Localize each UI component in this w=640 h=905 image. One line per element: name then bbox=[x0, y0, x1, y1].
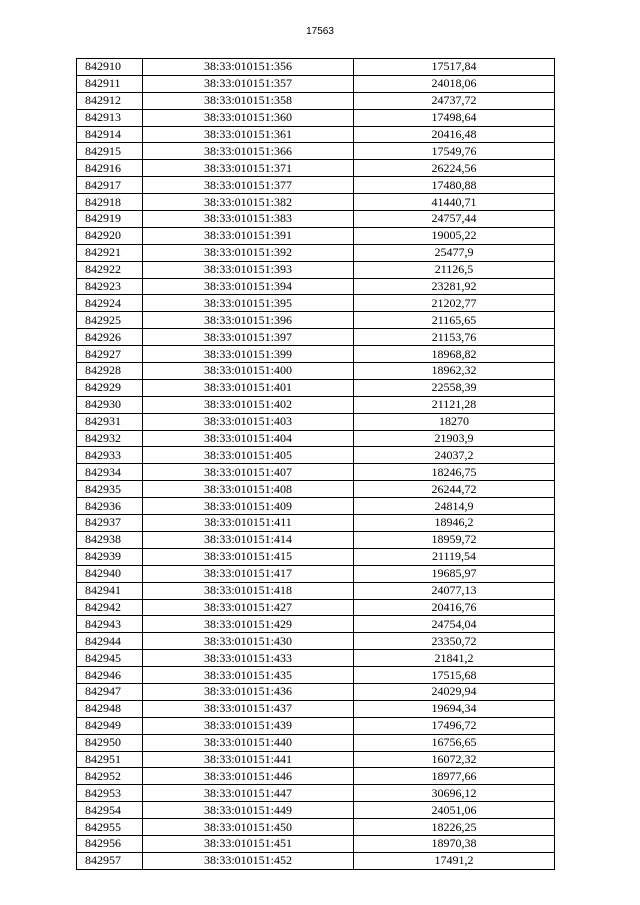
cadastral-number-cell: 38:33:010151:417 bbox=[143, 565, 354, 582]
row-number-cell: 842918 bbox=[77, 194, 143, 211]
table-row bbox=[77, 346, 555, 363]
row-number-cell: 842915 bbox=[77, 143, 143, 160]
row-number-cell: 842935 bbox=[77, 481, 143, 498]
row-number-cell: 842955 bbox=[77, 819, 143, 836]
table-row bbox=[77, 481, 555, 498]
row-number-cell: 842956 bbox=[77, 835, 143, 852]
cadastral-number-cell: 38:33:010151:393 bbox=[143, 261, 354, 278]
row-number-cell: 842926 bbox=[77, 329, 143, 346]
cadastral-number-cell: 38:33:010151:427 bbox=[143, 599, 354, 616]
table-row bbox=[77, 582, 555, 599]
row-number-cell: 842927 bbox=[77, 346, 143, 363]
value-cell: 26224,56 bbox=[354, 160, 555, 177]
table-row bbox=[77, 413, 555, 430]
table-row bbox=[77, 531, 555, 548]
row-number-cell: 842954 bbox=[77, 802, 143, 819]
cadastral-number-cell: 38:33:010151:402 bbox=[143, 396, 354, 413]
value-cell: 21119,54 bbox=[354, 548, 555, 565]
value-cell: 17496,72 bbox=[354, 717, 555, 734]
table-row bbox=[77, 751, 555, 768]
cadastral-number-cell: 38:33:010151:415 bbox=[143, 548, 354, 565]
value-cell: 18959,72 bbox=[354, 531, 555, 548]
table-row bbox=[77, 464, 555, 481]
row-number-cell: 842936 bbox=[77, 498, 143, 515]
table-row bbox=[77, 75, 555, 92]
row-number-cell: 842923 bbox=[77, 278, 143, 295]
row-number-cell: 842932 bbox=[77, 430, 143, 447]
row-number-cell: 842911 bbox=[77, 75, 143, 92]
table-row bbox=[77, 211, 555, 228]
row-number-cell: 842910 bbox=[77, 59, 143, 76]
cadastral-number-cell: 38:33:010151:437 bbox=[143, 700, 354, 717]
value-cell: 20416,76 bbox=[354, 599, 555, 616]
value-cell: 18970,38 bbox=[354, 835, 555, 852]
row-number-cell: 842946 bbox=[77, 667, 143, 684]
row-number-cell: 842919 bbox=[77, 211, 143, 228]
value-cell: 21121,28 bbox=[354, 396, 555, 413]
row-number-cell: 842950 bbox=[77, 734, 143, 751]
table-row bbox=[77, 447, 555, 464]
table-row bbox=[77, 768, 555, 785]
row-number-cell: 842957 bbox=[77, 852, 143, 869]
cadastral-number-cell: 38:33:010151:357 bbox=[143, 75, 354, 92]
value-cell: 19005,22 bbox=[354, 227, 555, 244]
cadastral-number-cell: 38:33:010151:358 bbox=[143, 92, 354, 109]
cadastral-number-cell: 38:33:010151:446 bbox=[143, 768, 354, 785]
value-cell: 16072,32 bbox=[354, 751, 555, 768]
cadastral-number-cell: 38:33:010151:435 bbox=[143, 667, 354, 684]
cadastral-number-cell: 38:33:010151:441 bbox=[143, 751, 354, 768]
value-cell: 17480,88 bbox=[354, 177, 555, 194]
value-cell: 21126,5 bbox=[354, 261, 555, 278]
value-cell: 23350,72 bbox=[354, 633, 555, 650]
value-cell: 22558,39 bbox=[354, 379, 555, 396]
table-row bbox=[77, 633, 555, 650]
value-cell: 20416,48 bbox=[354, 126, 555, 143]
cadastral-number-cell: 38:33:010151:414 bbox=[143, 531, 354, 548]
table-row bbox=[77, 835, 555, 852]
table-row bbox=[77, 59, 555, 76]
table-row bbox=[77, 430, 555, 447]
row-number-cell: 842944 bbox=[77, 633, 143, 650]
value-cell: 24051,06 bbox=[354, 802, 555, 819]
table-row bbox=[77, 785, 555, 802]
table-row bbox=[77, 379, 555, 396]
row-number-cell: 842948 bbox=[77, 700, 143, 717]
cadastral-number-cell: 38:33:010151:430 bbox=[143, 633, 354, 650]
value-cell: 24737,72 bbox=[354, 92, 555, 109]
row-number-cell: 842924 bbox=[77, 295, 143, 312]
cadastral-number-cell: 38:33:010151:371 bbox=[143, 160, 354, 177]
value-cell: 21903,9 bbox=[354, 430, 555, 447]
row-number-cell: 842939 bbox=[77, 548, 143, 565]
table-row bbox=[77, 700, 555, 717]
table-row bbox=[77, 278, 555, 295]
table-row bbox=[77, 92, 555, 109]
cadastral-number-cell: 38:33:010151:377 bbox=[143, 177, 354, 194]
value-cell: 23281,92 bbox=[354, 278, 555, 295]
table-row bbox=[77, 329, 555, 346]
table-row bbox=[77, 667, 555, 684]
table-row bbox=[77, 734, 555, 751]
row-number-cell: 842940 bbox=[77, 565, 143, 582]
cadastral-number-cell: 38:33:010151:403 bbox=[143, 413, 354, 430]
cadastral-number-cell: 38:33:010151:409 bbox=[143, 498, 354, 515]
table-row bbox=[77, 650, 555, 667]
value-cell: 18946,2 bbox=[354, 515, 555, 532]
value-cell: 24814,9 bbox=[354, 498, 555, 515]
value-cell: 18977,66 bbox=[354, 768, 555, 785]
cadastral-number-cell: 38:33:010151:440 bbox=[143, 734, 354, 751]
table-row bbox=[77, 109, 555, 126]
cadastral-number-cell: 38:33:010151:361 bbox=[143, 126, 354, 143]
row-number-cell: 842947 bbox=[77, 683, 143, 700]
value-cell: 21202,77 bbox=[354, 295, 555, 312]
table-row bbox=[77, 244, 555, 261]
table-row bbox=[77, 616, 555, 633]
cadastral-number-cell: 38:33:010151:404 bbox=[143, 430, 354, 447]
value-cell: 18962,32 bbox=[354, 363, 555, 380]
table-body bbox=[77, 59, 555, 870]
row-number-cell: 842945 bbox=[77, 650, 143, 667]
cadastral-number-cell: 38:33:010151:394 bbox=[143, 278, 354, 295]
value-cell: 17517,84 bbox=[354, 59, 555, 76]
table-row bbox=[77, 498, 555, 515]
cadastral-number-cell: 38:33:010151:356 bbox=[143, 59, 354, 76]
table-row bbox=[77, 565, 555, 582]
cadastral-number-cell: 38:33:010151:399 bbox=[143, 346, 354, 363]
value-cell: 24754,04 bbox=[354, 616, 555, 633]
row-number-cell: 842953 bbox=[77, 785, 143, 802]
value-cell: 26244,72 bbox=[354, 481, 555, 498]
row-number-cell: 842922 bbox=[77, 261, 143, 278]
row-number-cell: 842933 bbox=[77, 447, 143, 464]
cadastral-number-cell: 38:33:010151:433 bbox=[143, 650, 354, 667]
cadastral-number-cell: 38:33:010151:411 bbox=[143, 515, 354, 532]
value-cell: 24037,2 bbox=[354, 447, 555, 464]
row-number-cell: 842938 bbox=[77, 531, 143, 548]
row-number-cell: 842931 bbox=[77, 413, 143, 430]
table-row bbox=[77, 363, 555, 380]
table-row bbox=[77, 548, 555, 565]
value-cell: 19685,97 bbox=[354, 565, 555, 582]
value-cell: 17498,64 bbox=[354, 109, 555, 126]
cadastral-number-cell: 38:33:010151:418 bbox=[143, 582, 354, 599]
row-number-cell: 842943 bbox=[77, 616, 143, 633]
table-row bbox=[77, 160, 555, 177]
table-row bbox=[77, 143, 555, 160]
value-cell: 18968,82 bbox=[354, 346, 555, 363]
page-number: 17563 bbox=[306, 26, 334, 37]
table-row bbox=[77, 717, 555, 734]
row-number-cell: 842913 bbox=[77, 109, 143, 126]
cadastral-number-cell: 38:33:010151:436 bbox=[143, 683, 354, 700]
row-number-cell: 842916 bbox=[77, 160, 143, 177]
row-number-cell: 842914 bbox=[77, 126, 143, 143]
cadastral-number-cell: 38:33:010151:360 bbox=[143, 109, 354, 126]
row-number-cell: 842921 bbox=[77, 244, 143, 261]
cadastral-number-cell: 38:33:010151:449 bbox=[143, 802, 354, 819]
table-row bbox=[77, 819, 555, 836]
value-cell: 24018,06 bbox=[354, 75, 555, 92]
row-number-cell: 842929 bbox=[77, 379, 143, 396]
value-cell: 41440,71 bbox=[354, 194, 555, 211]
cadastral-number-cell: 38:33:010151:439 bbox=[143, 717, 354, 734]
value-cell: 19694,34 bbox=[354, 700, 555, 717]
table-row bbox=[77, 194, 555, 211]
land-plot-table bbox=[76, 58, 555, 870]
row-number-cell: 842952 bbox=[77, 768, 143, 785]
cadastral-number-cell: 38:33:010151:408 bbox=[143, 481, 354, 498]
cadastral-number-cell: 38:33:010151:401 bbox=[143, 379, 354, 396]
table-row bbox=[77, 126, 555, 143]
row-number-cell: 842934 bbox=[77, 464, 143, 481]
value-cell: 17515,68 bbox=[354, 667, 555, 684]
cadastral-number-cell: 38:33:010151:450 bbox=[143, 819, 354, 836]
cadastral-number-cell: 38:33:010151:383 bbox=[143, 211, 354, 228]
cadastral-number-cell: 38:33:010151:400 bbox=[143, 363, 354, 380]
value-cell: 21153,76 bbox=[354, 329, 555, 346]
table-row bbox=[77, 177, 555, 194]
table-row bbox=[77, 515, 555, 532]
cadastral-number-cell: 38:33:010151:407 bbox=[143, 464, 354, 481]
row-number-cell: 842917 bbox=[77, 177, 143, 194]
cadastral-number-cell: 38:33:010151:451 bbox=[143, 835, 354, 852]
cadastral-number-cell: 38:33:010151:452 bbox=[143, 852, 354, 869]
row-number-cell: 842941 bbox=[77, 582, 143, 599]
row-number-cell: 842928 bbox=[77, 363, 143, 380]
row-number-cell: 842951 bbox=[77, 751, 143, 768]
value-cell: 16756,65 bbox=[354, 734, 555, 751]
table-row bbox=[77, 802, 555, 819]
value-cell: 24077,13 bbox=[354, 582, 555, 599]
table-row bbox=[77, 852, 555, 869]
cadastral-number-cell: 38:33:010151:382 bbox=[143, 194, 354, 211]
value-cell: 30696,12 bbox=[354, 785, 555, 802]
value-cell: 17491,2 bbox=[354, 852, 555, 869]
cadastral-number-cell: 38:33:010151:397 bbox=[143, 329, 354, 346]
cadastral-number-cell: 38:33:010151:396 bbox=[143, 312, 354, 329]
row-number-cell: 842949 bbox=[77, 717, 143, 734]
cadastral-number-cell: 38:33:010151:392 bbox=[143, 244, 354, 261]
value-cell: 21841,2 bbox=[354, 650, 555, 667]
row-number-cell: 842920 bbox=[77, 227, 143, 244]
value-cell: 18226,25 bbox=[354, 819, 555, 836]
cadastral-number-cell: 38:33:010151:366 bbox=[143, 143, 354, 160]
table-row bbox=[77, 227, 555, 244]
value-cell: 21165,65 bbox=[354, 312, 555, 329]
value-cell: 24029,94 bbox=[354, 683, 555, 700]
cadastral-number-cell: 38:33:010151:391 bbox=[143, 227, 354, 244]
cadastral-number-cell: 38:33:010151:395 bbox=[143, 295, 354, 312]
table-row bbox=[77, 599, 555, 616]
table-row bbox=[77, 683, 555, 700]
row-number-cell: 842930 bbox=[77, 396, 143, 413]
table-row bbox=[77, 312, 555, 329]
row-number-cell: 842937 bbox=[77, 515, 143, 532]
value-cell: 18246,75 bbox=[354, 464, 555, 481]
value-cell: 18270 bbox=[354, 413, 555, 430]
cadastral-number-cell: 38:33:010151:405 bbox=[143, 447, 354, 464]
value-cell: 24757,44 bbox=[354, 211, 555, 228]
cadastral-number-cell: 38:33:010151:447 bbox=[143, 785, 354, 802]
row-number-cell: 842925 bbox=[77, 312, 143, 329]
table-row bbox=[77, 396, 555, 413]
value-cell: 25477,9 bbox=[354, 244, 555, 261]
row-number-cell: 842912 bbox=[77, 92, 143, 109]
table-row bbox=[77, 295, 555, 312]
table-row bbox=[77, 261, 555, 278]
value-cell: 17549,76 bbox=[354, 143, 555, 160]
row-number-cell: 842942 bbox=[77, 599, 143, 616]
cadastral-number-cell: 38:33:010151:429 bbox=[143, 616, 354, 633]
